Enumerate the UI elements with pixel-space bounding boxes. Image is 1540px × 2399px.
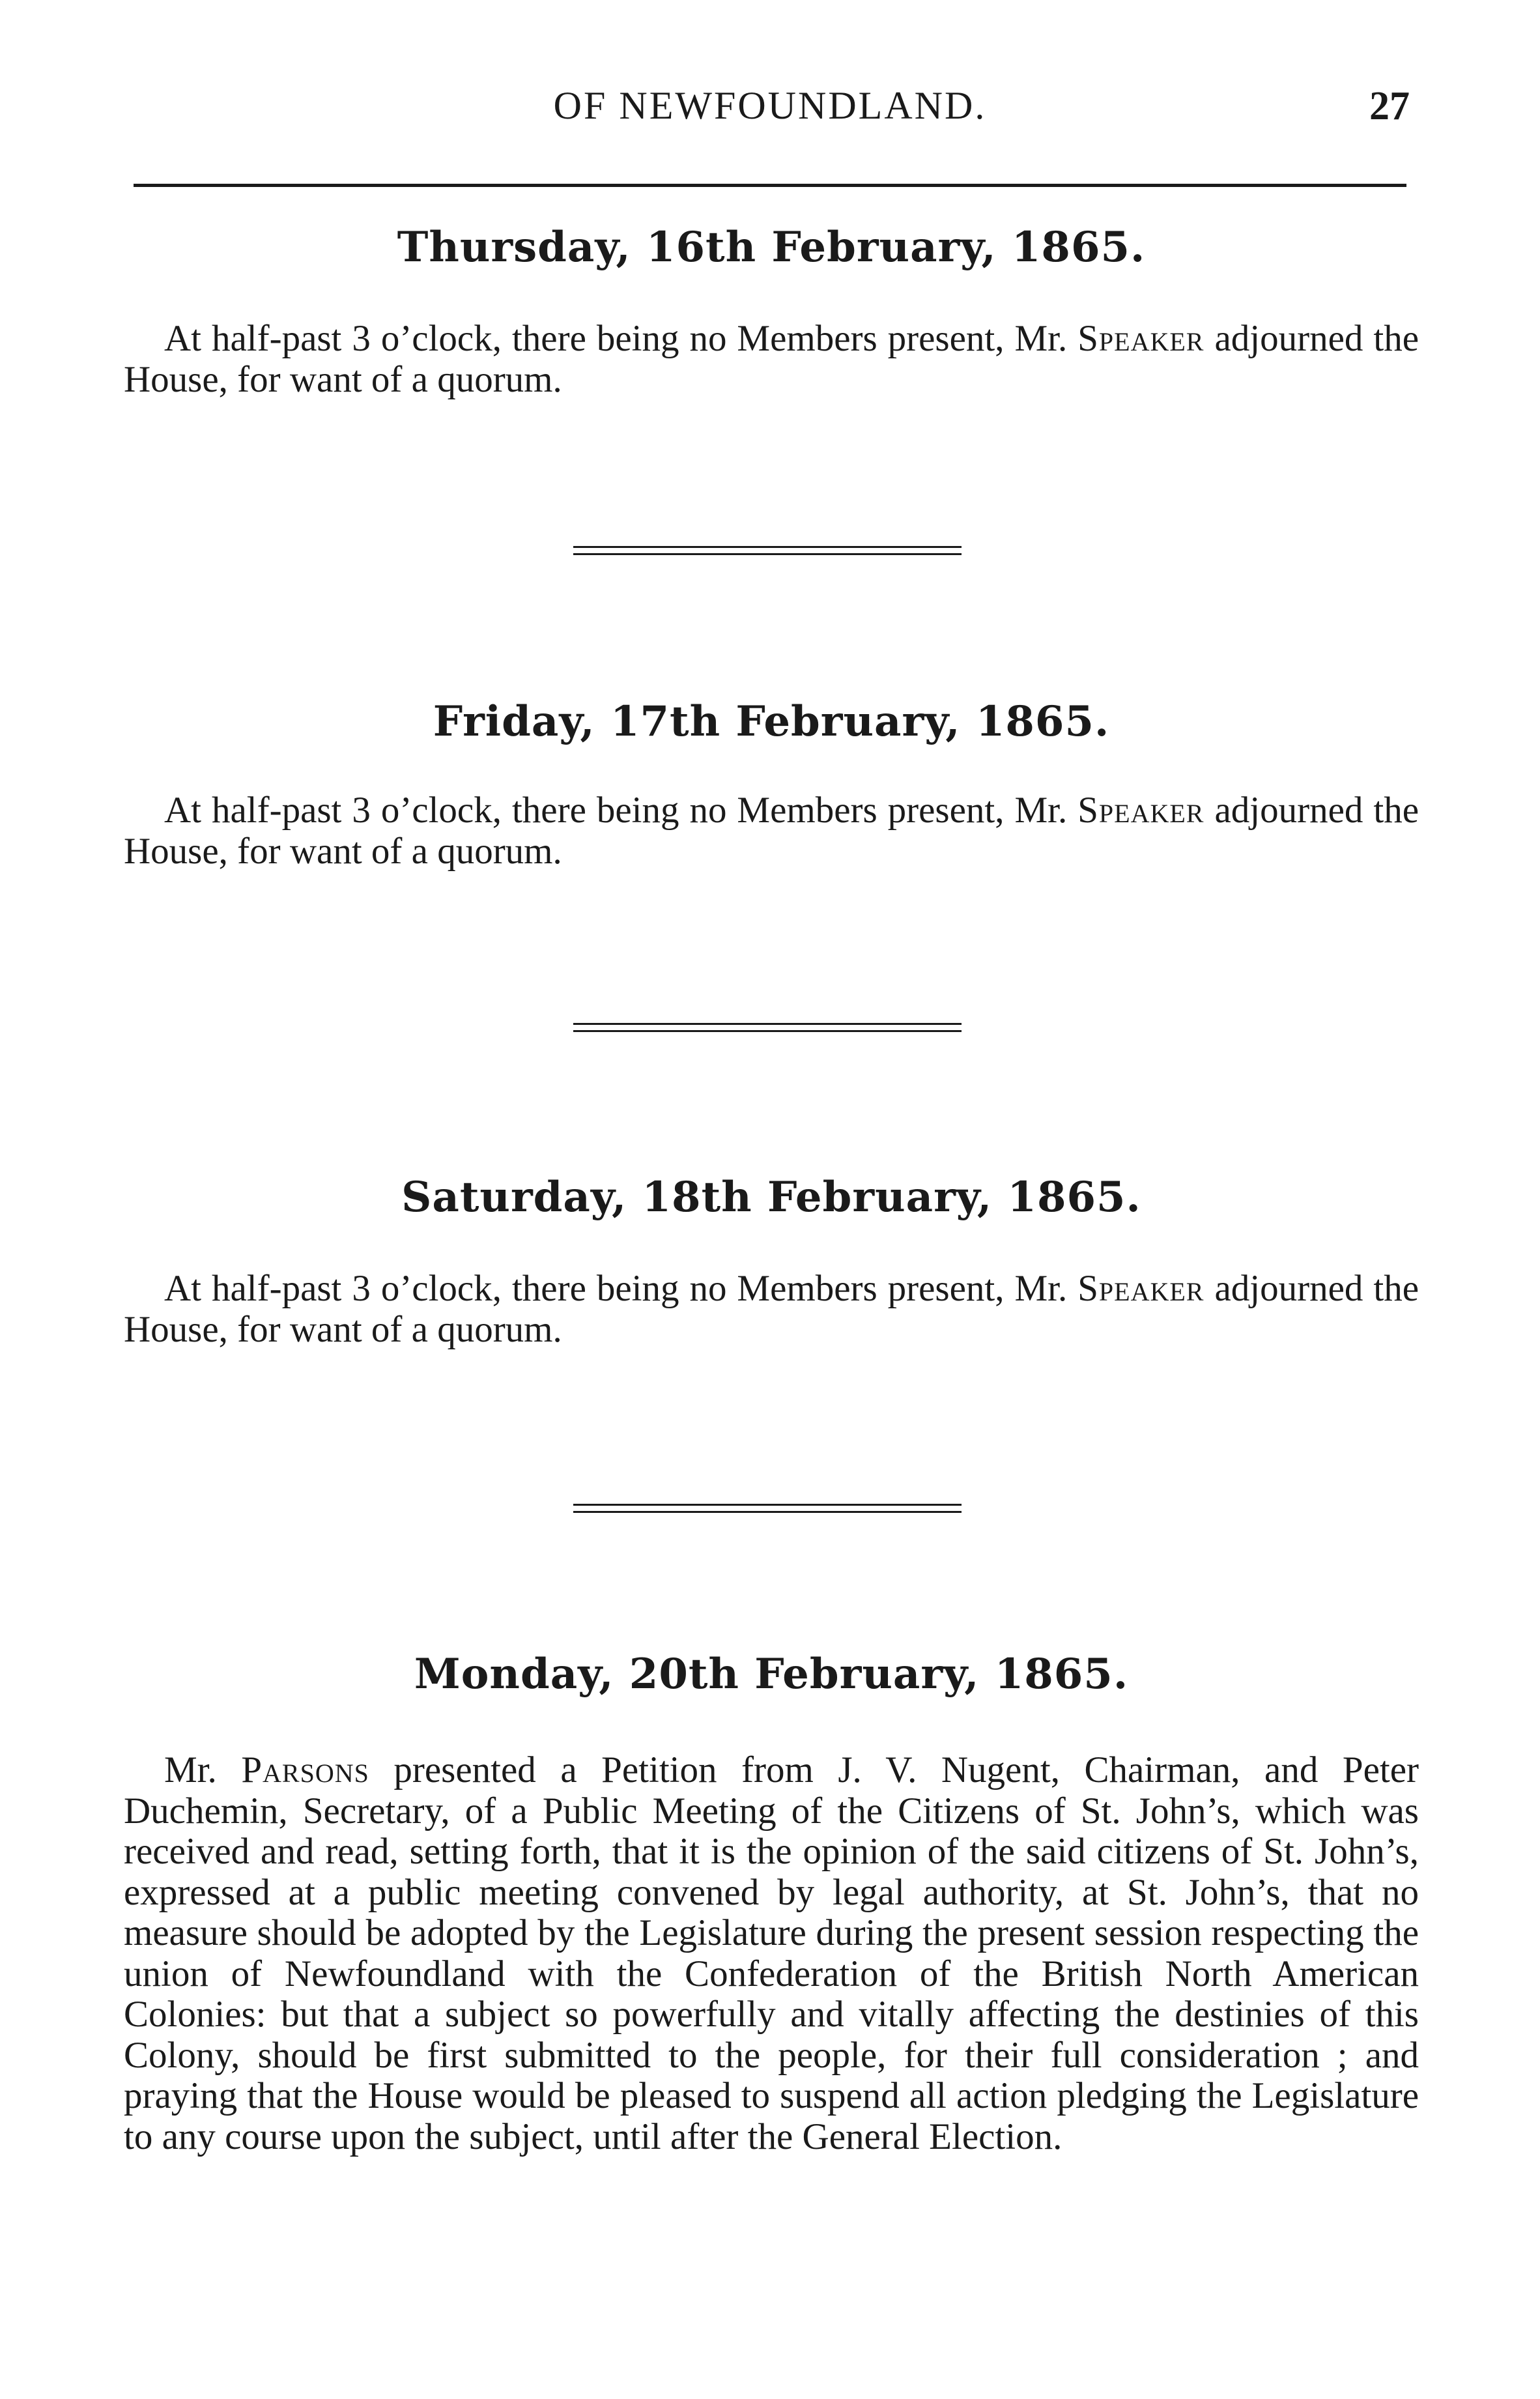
paragraph-text: presented a Petition from J. V. Nugent, Chairman, and Peter Duchemin, Secretary, of a Public Meeting of the Citizens of St. John’s, which was received and read, setting forth, that it is the opinion of the said citizens of St. John’s, expressed at a public meeting convened by legal authority, at St. John’s, that no measure should be adopted by the Legislature during the present session respecting the union of Newfoundland with the Confederation of the British North American Colonies: but that a subject so powerfully and vitally affecting the destinies of this Colony, should be first submitted to the people, for their full consideration ; and praying that the House would be pleased to suspend all action pledging the Legislature to any course upon the subject, until after the General Election. <box>124 1749 1419 2157</box>
paragraph-text: At half-past 3 o’clock, there being no Members present, Mr. <box>164 318 1078 359</box>
entry-paragraph <box>124 790 1419 872</box>
entry-heading: Monday, 20th February, 1865. <box>414 1650 1129 1699</box>
paragraph-text: adjourned the House, for want of a quorum. <box>124 790 1419 872</box>
entry-heading: Thursday, 16th February, 1865. <box>397 223 1146 272</box>
entry-monday <box>124 1648 1419 2157</box>
entry-heading: Saturday, 18th February, 1865. <box>401 1173 1141 1222</box>
entry-paragraph <box>124 318 1419 400</box>
paragraph-text: adjourned the House, for want of a quorum. <box>124 318 1419 400</box>
paragraph-text: At half-past 3 o’clock, there being no Members present, Mr. <box>164 790 1078 831</box>
speaker-name: Speaker <box>1077 1268 1205 1309</box>
running-title: OF NEWFOUNDLAND. <box>553 84 987 127</box>
entry-thursday <box>124 222 1419 400</box>
entry-saturday <box>124 1171 1419 1350</box>
page-number: 27 <box>1369 84 1410 128</box>
entry-paragraph <box>124 1268 1419 1350</box>
paragraph-text: adjourned the House, for want of a quorum. <box>124 1268 1419 1350</box>
running-head <box>130 83 1410 136</box>
member-name: Parsons <box>241 1749 369 1790</box>
entry-friday <box>124 696 1419 872</box>
paragraph-text: Mr. <box>164 1749 242 1790</box>
paragraph-text: At half-past 3 o’clock, there being no Members present, Mr. <box>164 1268 1078 1309</box>
section-divider <box>573 1023 962 1032</box>
entry-heading: Friday, 17th February, 1865. <box>433 697 1110 746</box>
speaker-name: Speaker <box>1077 318 1205 359</box>
section-divider <box>573 546 962 555</box>
entry-paragraph <box>124 1750 1419 2157</box>
section-divider <box>573 1504 962 1513</box>
speaker-name: Speaker <box>1077 790 1205 831</box>
header-rule <box>134 184 1406 187</box>
